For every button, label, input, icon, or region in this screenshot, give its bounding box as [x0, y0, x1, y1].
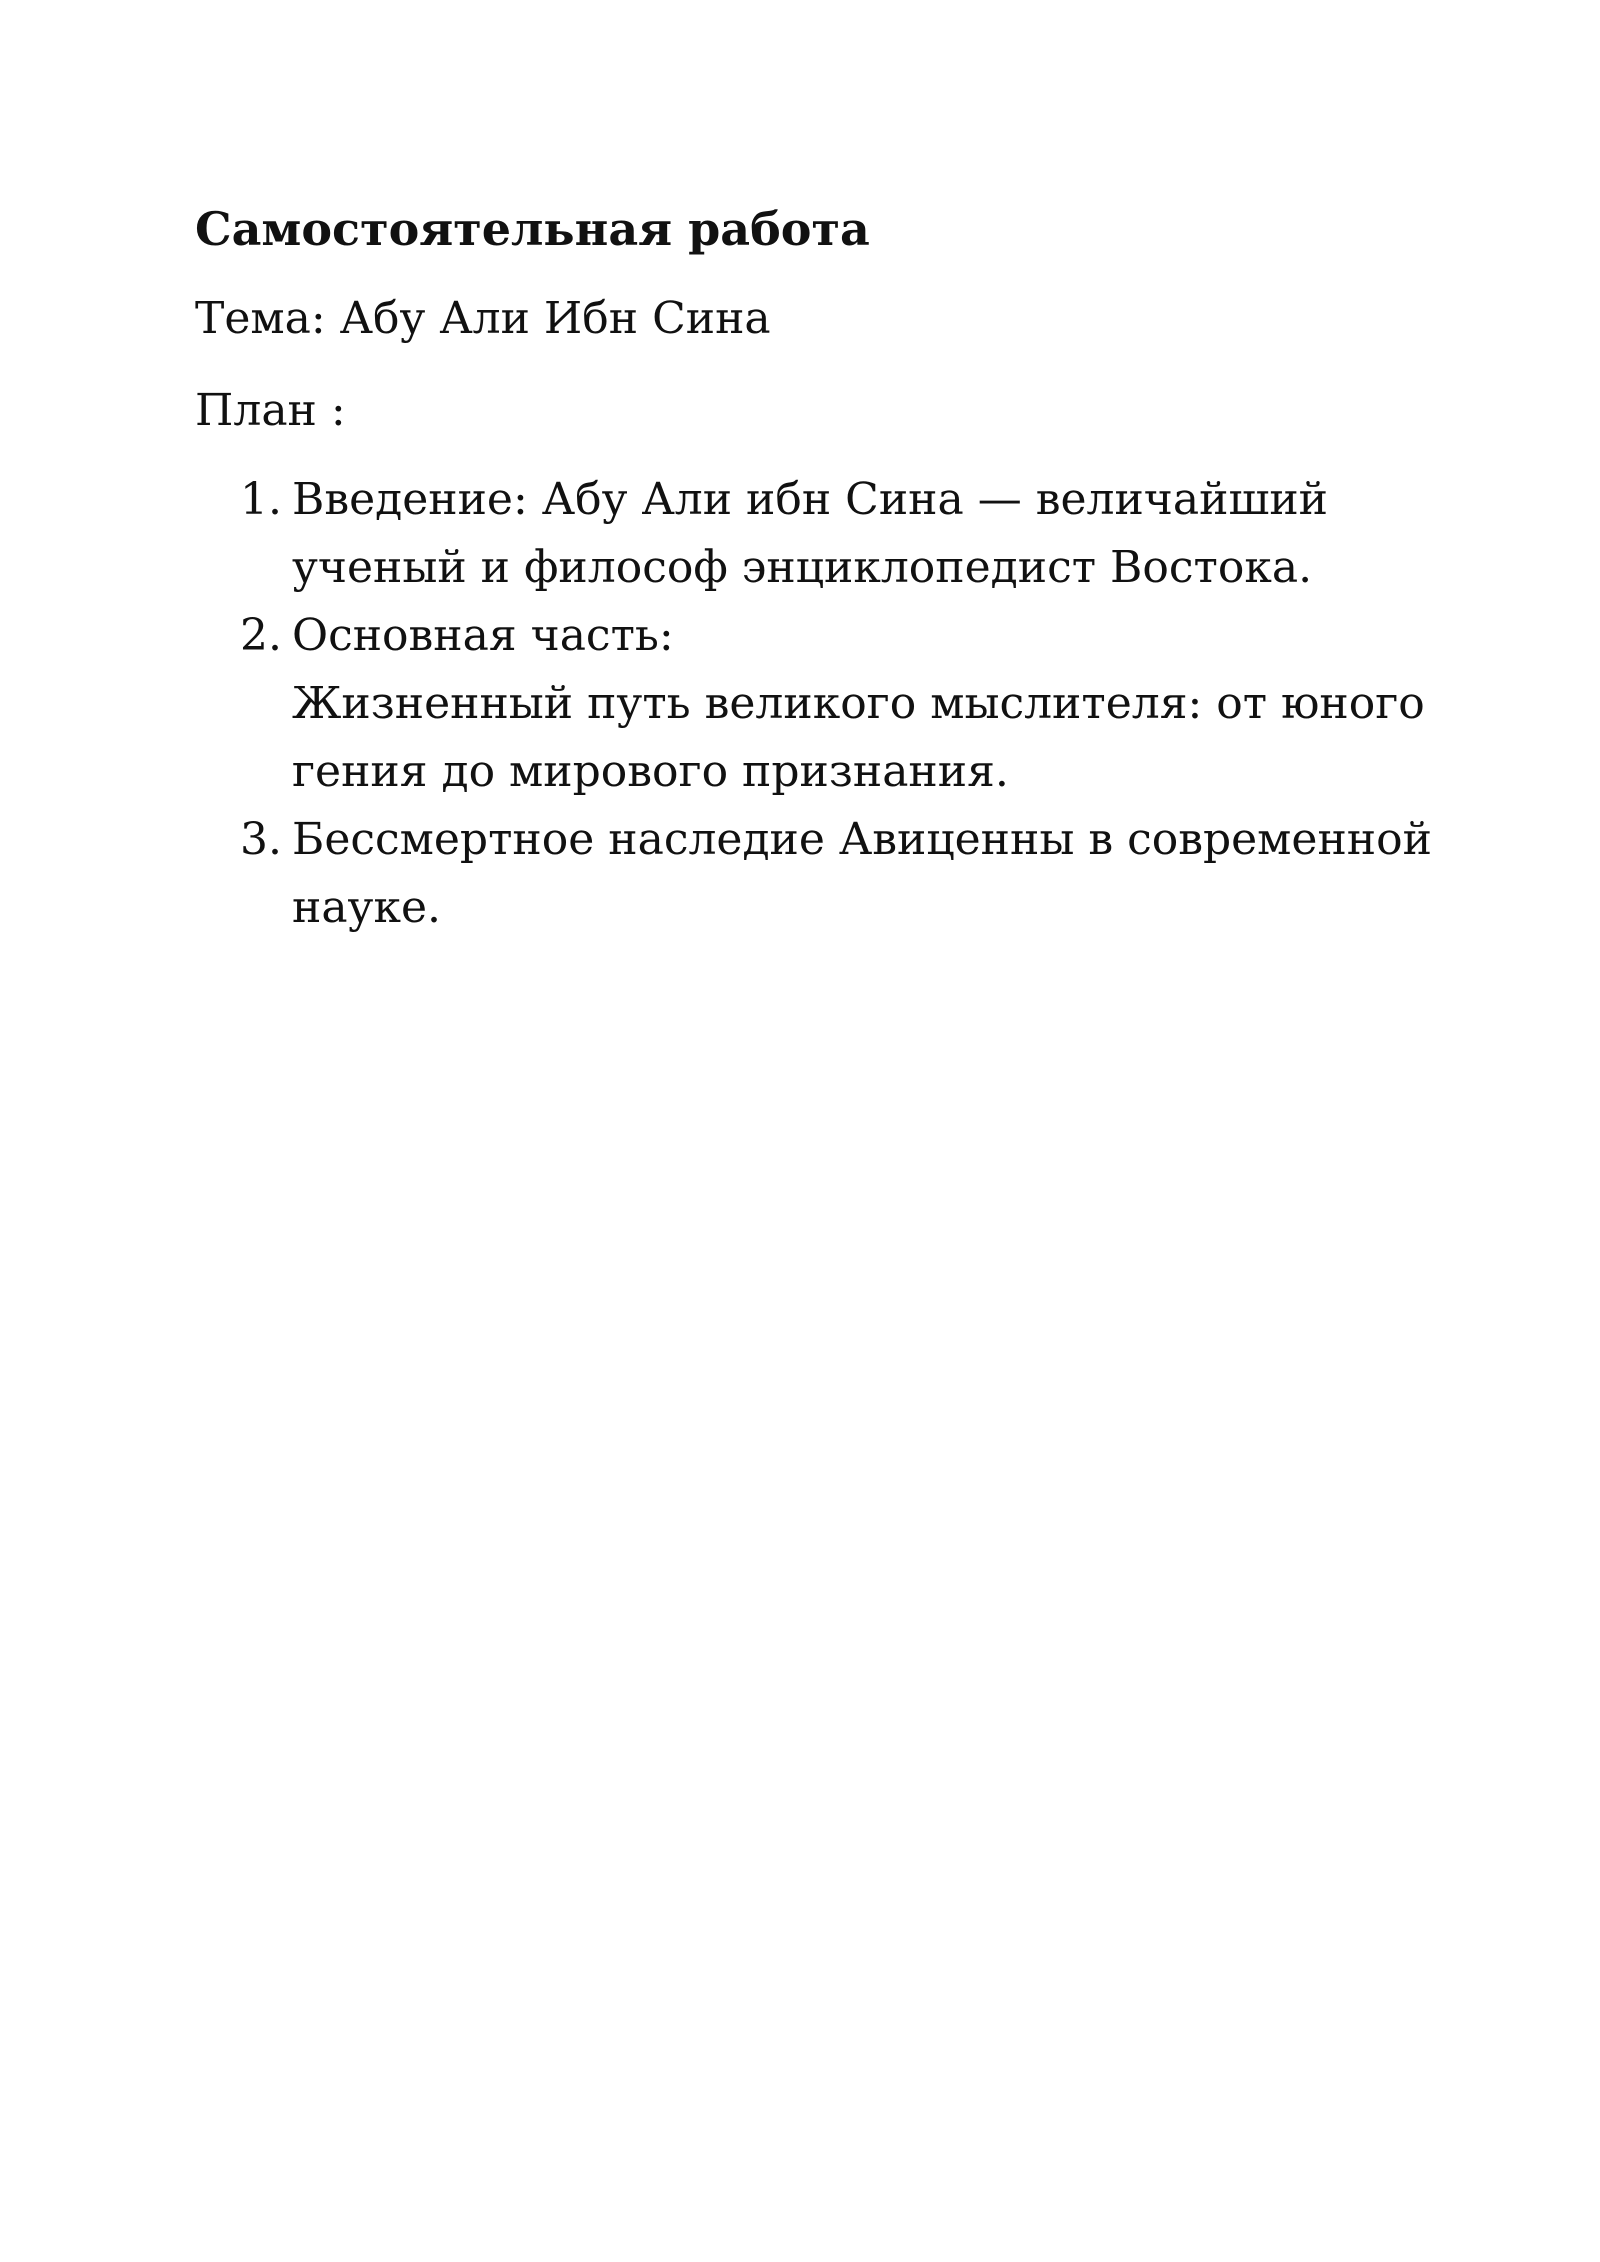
plan-item-2: [195, 602, 1425, 806]
plan-list: [195, 466, 1432, 942]
plan-item-number: 3.: [240, 814, 282, 865]
plan-item-number: 1.: [240, 474, 282, 525]
plan-item-text-line: Основная часть:: [292, 610, 674, 661]
document-content: [195, 190, 1432, 942]
plan-item-text-line: Введение: Абу Али ибн Сина — величайший: [292, 474, 1328, 525]
topic-line: Тема: Абу Али Ибн Сина: [195, 293, 771, 344]
plan-item-1: [195, 466, 1405, 602]
plan-item-text-line: ученый и философ энциклопедист Востока.: [292, 542, 1313, 593]
plan-label: План :: [195, 385, 346, 436]
plan-item-text-line: Бессмертное наследие Авиценны в современной: [292, 814, 1432, 865]
plan-item-text-line: гения до мирового признания.: [292, 746, 1009, 797]
plan-item-3: [195, 806, 1432, 942]
plan-item-number: 2.: [240, 610, 282, 661]
plan-item-text-line: науке.: [292, 882, 441, 933]
plan-item-text-line: Жизненный путь великого мыслителя: от юного: [292, 678, 1425, 729]
document-title: Самостоятельная работа: [195, 202, 870, 256]
